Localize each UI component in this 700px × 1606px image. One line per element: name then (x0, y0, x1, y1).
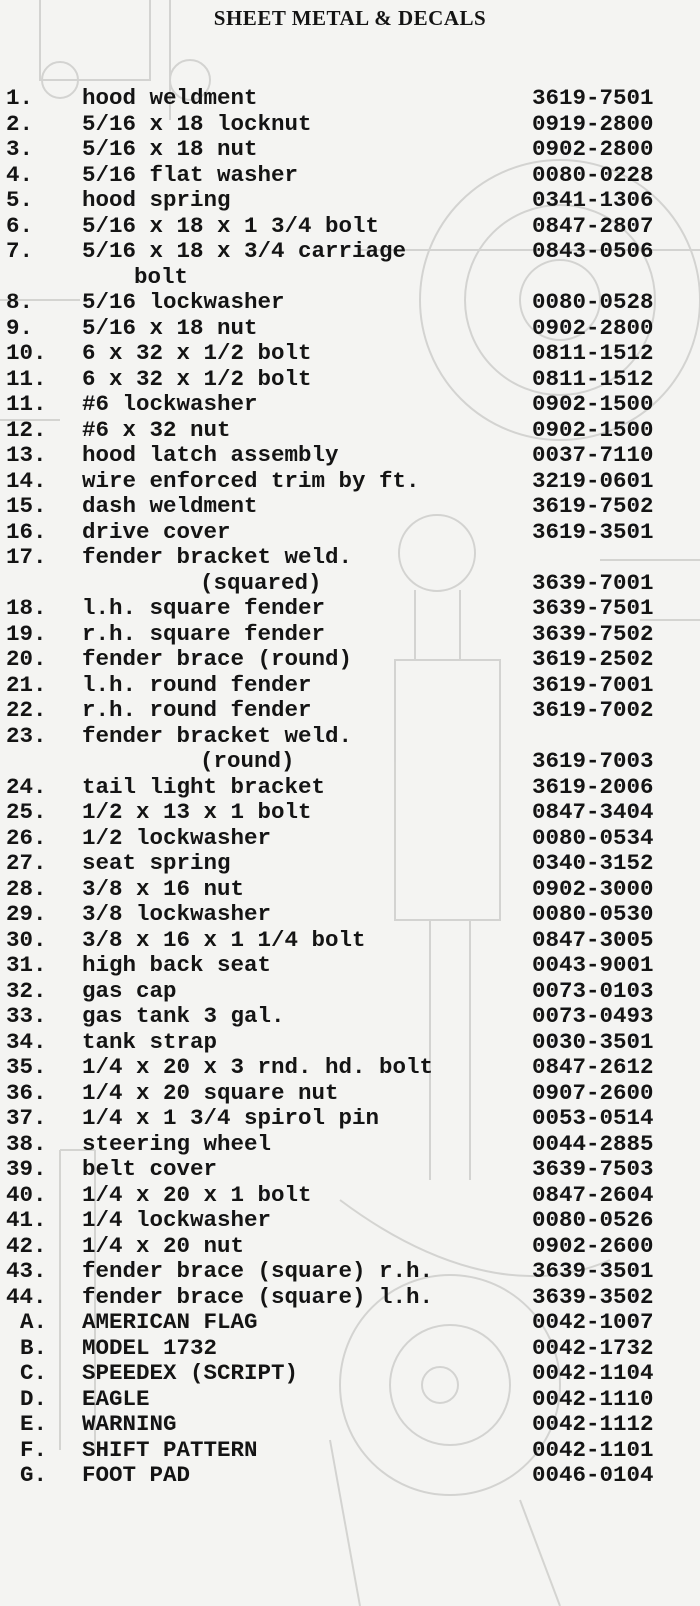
item-number: 20. (6, 646, 47, 672)
item-description: #6 lockwasher (82, 391, 258, 417)
item-description: gas tank 3 gal. (82, 1003, 285, 1029)
list-item (0, 1259, 700, 1285)
list-item (0, 163, 700, 189)
part-number: 0902-2600 (532, 1232, 654, 1259)
list-item (0, 1055, 700, 1081)
part-number: 0080-0528 (532, 289, 654, 315)
list-item (0, 86, 700, 112)
list-item (0, 1336, 700, 1362)
item-description: 5/16 x 18 x 3/4 carriage (82, 238, 407, 264)
list-item (0, 1208, 700, 1234)
list-item (0, 1463, 700, 1489)
part-number: 0907-2600 (532, 1079, 654, 1106)
part-number: 0053-0514 (532, 1105, 654, 1131)
part-number: 3639-7501 (532, 595, 654, 621)
part-number: 3639-3501 (532, 1258, 654, 1284)
part-number: 0902-3000 (532, 875, 654, 902)
item-number: 41. (6, 1207, 47, 1233)
item-description: SHIFT PATTERN (82, 1436, 258, 1463)
item-number: F. (20, 1436, 48, 1463)
item-number: D. (20, 1385, 48, 1412)
item-number: 27. (6, 850, 47, 876)
list-item (0, 392, 700, 418)
item-description: 1/2 x 13 x 1 bolt (82, 799, 312, 825)
list-item (0, 469, 700, 495)
item-number: 28. (6, 875, 47, 902)
list-item (0, 1004, 700, 1030)
item-description: WARNING (82, 1411, 177, 1437)
part-number: 3639-7503 (532, 1156, 654, 1182)
item-number: 15. (6, 493, 47, 519)
part-number: 0073-0493 (532, 1003, 654, 1029)
part-number: 0341-1306 (532, 187, 654, 213)
item-number: 31. (6, 952, 47, 978)
list-item (0, 928, 700, 954)
item-description: drive cover (82, 518, 231, 545)
item-description: fender brace (square) l.h. (82, 1283, 434, 1310)
item-number: 21. (6, 671, 47, 698)
part-number: 3619-7002 (532, 697, 654, 723)
item-description: dash weldment (82, 493, 258, 519)
list-item (0, 953, 700, 979)
item-number: 44. (6, 1283, 47, 1310)
item-description: 5/16 x 18 nut (82, 136, 258, 162)
item-number: 42. (6, 1232, 47, 1259)
item-number: 10. (6, 340, 47, 366)
list-item (0, 647, 700, 673)
item-description: 3/8 lockwasher (82, 901, 272, 927)
list-item (0, 1387, 700, 1413)
list-item (0, 1234, 700, 1260)
part-number: 0042-1104 (532, 1360, 654, 1386)
item-description: SPEEDEX (SCRIPT) (82, 1360, 299, 1386)
part-number: 0043-9001 (532, 952, 654, 978)
list-item (0, 800, 700, 826)
part-number: 0902-2800 (532, 314, 654, 341)
item-number: G. (20, 1462, 48, 1488)
list-item (0, 545, 700, 596)
part-number: 3619-2006 (532, 773, 654, 800)
part-number: 0037-7110 (532, 442, 654, 468)
part-number: 3639-7001 (532, 569, 654, 596)
list-item (0, 1030, 700, 1056)
item-description: fender brace (square) r.h. (82, 1258, 434, 1284)
part-number: 0340-3152 (532, 850, 654, 876)
part-number: 0046-0104 (532, 1462, 654, 1488)
item-number: 40. (6, 1181, 47, 1208)
list-item (0, 851, 700, 877)
list-item (0, 239, 700, 290)
list-item (0, 902, 700, 928)
item-description: gas cap (82, 977, 177, 1004)
part-number: 0902-1500 (532, 416, 654, 443)
item-description: FOOT PAD (82, 1462, 191, 1488)
item-description: r.h. square fender (82, 620, 326, 647)
part-number: 0080-0526 (532, 1207, 654, 1233)
list-item (0, 443, 700, 469)
item-number: 11. (6, 365, 47, 392)
item-number: 3. (6, 136, 34, 162)
item-description: 3/8 x 16 x 1 1/4 bolt (82, 926, 366, 953)
item-description: 5/16 x 18 locknut (82, 110, 312, 137)
part-number: 0080-0534 (532, 824, 654, 851)
item-description: AMERICAN FLAG (82, 1309, 258, 1335)
item-description: MODEL 1732 (82, 1334, 218, 1361)
item-number: 12. (6, 416, 47, 443)
part-number: 0847-3005 (532, 926, 654, 953)
list-item (0, 341, 700, 367)
item-description: wire enforced trim by ft. (82, 467, 420, 494)
item-description: fender brace (round) (82, 646, 353, 672)
part-number: 3619-7501 (532, 85, 654, 111)
part-number: 0080-0228 (532, 161, 654, 188)
item-number: E. (20, 1411, 48, 1437)
list-item (0, 673, 700, 699)
list-item (0, 290, 700, 316)
item-description: steering wheel (82, 1130, 272, 1157)
list-item (0, 1285, 700, 1311)
list-item (0, 877, 700, 903)
part-number: 0042-1112 (532, 1411, 654, 1437)
list-item (0, 596, 700, 622)
item-description: l.h. round fender (82, 671, 312, 698)
list-item (0, 1438, 700, 1464)
list-item (0, 188, 700, 214)
item-description: 5/16 x 18 x 1 3/4 bolt (82, 212, 380, 239)
list-item (0, 1081, 700, 1107)
item-description: hood latch assembly (82, 442, 339, 468)
item-number: 25. (6, 799, 47, 825)
list-item (0, 1157, 700, 1183)
item-description: fender bracket weld. (82, 722, 353, 749)
item-number: 16. (6, 518, 47, 545)
item-number: 22. (6, 697, 47, 723)
item-description: 1/4 lockwasher (82, 1207, 272, 1233)
item-number: 38. (6, 1130, 47, 1157)
part-number: 3619-7502 (532, 493, 654, 519)
item-description: 1/4 x 1 3/4 spirol pin (82, 1105, 380, 1131)
item-description-continued: (squared) (200, 569, 322, 596)
item-description: 1/4 x 20 x 1 bolt (82, 1181, 312, 1208)
item-number: 9. (6, 314, 34, 341)
list-item (0, 826, 700, 852)
item-number: C. (20, 1360, 48, 1386)
part-number: 3619-2502 (532, 646, 654, 672)
part-number: 0030-3501 (532, 1028, 654, 1055)
list-item (0, 1183, 700, 1209)
item-description: hood weldment (82, 85, 258, 111)
item-number: 37. (6, 1105, 47, 1131)
item-number: 23. (6, 722, 47, 749)
item-description: 3/8 x 16 nut (82, 875, 245, 902)
list-item (0, 1106, 700, 1132)
list-item (0, 622, 700, 648)
item-description-continued: bolt (134, 263, 189, 290)
list-item (0, 1310, 700, 1336)
item-number: 14. (6, 467, 47, 494)
item-number: 4. (6, 161, 34, 188)
part-number: 3619-3501 (532, 518, 654, 545)
parts-list (0, 86, 700, 1489)
item-number: 17. (6, 544, 47, 570)
item-number: 24. (6, 773, 47, 800)
part-number: 0919-2800 (532, 110, 654, 137)
item-number: 36. (6, 1079, 47, 1106)
item-description: l.h. square fender (82, 595, 326, 621)
item-number: 19. (6, 620, 47, 647)
part-number: 0042-1101 (532, 1436, 654, 1463)
item-number: A. (20, 1309, 48, 1335)
item-description: tail light bracket (82, 773, 326, 800)
list-item (0, 775, 700, 801)
part-number: 3639-7502 (532, 620, 654, 647)
list-item (0, 1132, 700, 1158)
item-number: 43. (6, 1258, 47, 1284)
part-number: 0847-2807 (532, 212, 654, 239)
list-item (0, 724, 700, 775)
item-number: 30. (6, 926, 47, 953)
item-description-continued: (round) (200, 748, 295, 774)
list-item (0, 494, 700, 520)
item-description: hood spring (82, 187, 231, 213)
list-item (0, 214, 700, 240)
item-number: 29. (6, 901, 47, 927)
page-title: SHEET METAL & DECALS (213, 6, 487, 30)
part-number: 3619-7003 (532, 748, 654, 774)
item-description: fender bracket weld. (82, 544, 353, 570)
part-number: 0902-1500 (532, 391, 654, 417)
item-number: 32. (6, 977, 47, 1004)
item-number: 39. (6, 1156, 47, 1182)
list-item (0, 418, 700, 444)
item-number: 11. (6, 391, 47, 417)
part-number: 0847-3404 (532, 799, 654, 825)
item-description: tank strap (82, 1028, 218, 1055)
item-number: 2. (6, 110, 34, 137)
list-item (0, 979, 700, 1005)
part-number: 0847-2604 (532, 1181, 654, 1208)
part-number: 0843-0506 (532, 238, 654, 264)
item-number: B. (20, 1334, 48, 1361)
item-description: 6 x 32 x 1/2 bolt (82, 365, 312, 392)
item-number: 6. (6, 212, 34, 239)
item-description: 1/4 x 20 square nut (82, 1079, 339, 1106)
part-number: 0073-0103 (532, 977, 654, 1004)
list-item (0, 520, 700, 546)
list-item (0, 367, 700, 393)
list-item (0, 1412, 700, 1438)
part-number: 3219-0601 (532, 467, 654, 494)
list-item (0, 137, 700, 163)
item-number: 8. (6, 289, 34, 315)
part-number: 0847-2612 (532, 1054, 654, 1080)
item-description: 5/16 lockwasher (82, 289, 285, 315)
list-item (0, 698, 700, 724)
item-number: 1. (6, 85, 34, 111)
item-description: EAGLE (82, 1385, 150, 1412)
list-item (0, 1361, 700, 1387)
item-description: r.h. round fender (82, 697, 312, 723)
item-number: 5. (6, 187, 34, 213)
part-number: 0811-1512 (532, 365, 654, 392)
item-number: 33. (6, 1003, 47, 1029)
item-description: 1/2 lockwasher (82, 824, 272, 851)
part-number: 3619-7001 (532, 671, 654, 698)
part-number: 0044-2885 (532, 1130, 654, 1157)
item-number: 7. (6, 238, 34, 264)
item-description: seat spring (82, 850, 231, 876)
list-item (0, 316, 700, 342)
item-number: 35. (6, 1054, 47, 1080)
item-number: 26. (6, 824, 47, 851)
item-description: #6 x 32 nut (82, 416, 231, 443)
item-description: 1/4 x 20 x 3 rnd. hd. bolt (82, 1054, 434, 1080)
part-number: 3639-3502 (532, 1283, 654, 1310)
item-number: 34. (6, 1028, 47, 1055)
item-description: 5/16 flat washer (82, 161, 299, 188)
item-description: high back seat (82, 952, 272, 978)
item-description: 1/4 x 20 nut (82, 1232, 245, 1259)
item-description: belt cover (82, 1156, 218, 1182)
part-number: 0902-2800 (532, 136, 654, 162)
part-number: 0042-1110 (532, 1385, 654, 1412)
part-number: 0042-1732 (532, 1334, 654, 1361)
item-number: 18. (6, 595, 47, 621)
part-number: 0811-1512 (532, 340, 654, 366)
part-number: 0080-0530 (532, 901, 654, 927)
item-description: 6 x 32 x 1/2 bolt (82, 340, 312, 366)
item-number: 13. (6, 442, 47, 468)
item-description: 5/16 x 18 nut (82, 314, 258, 341)
part-number: 0042-1007 (532, 1309, 654, 1335)
list-item (0, 112, 700, 138)
